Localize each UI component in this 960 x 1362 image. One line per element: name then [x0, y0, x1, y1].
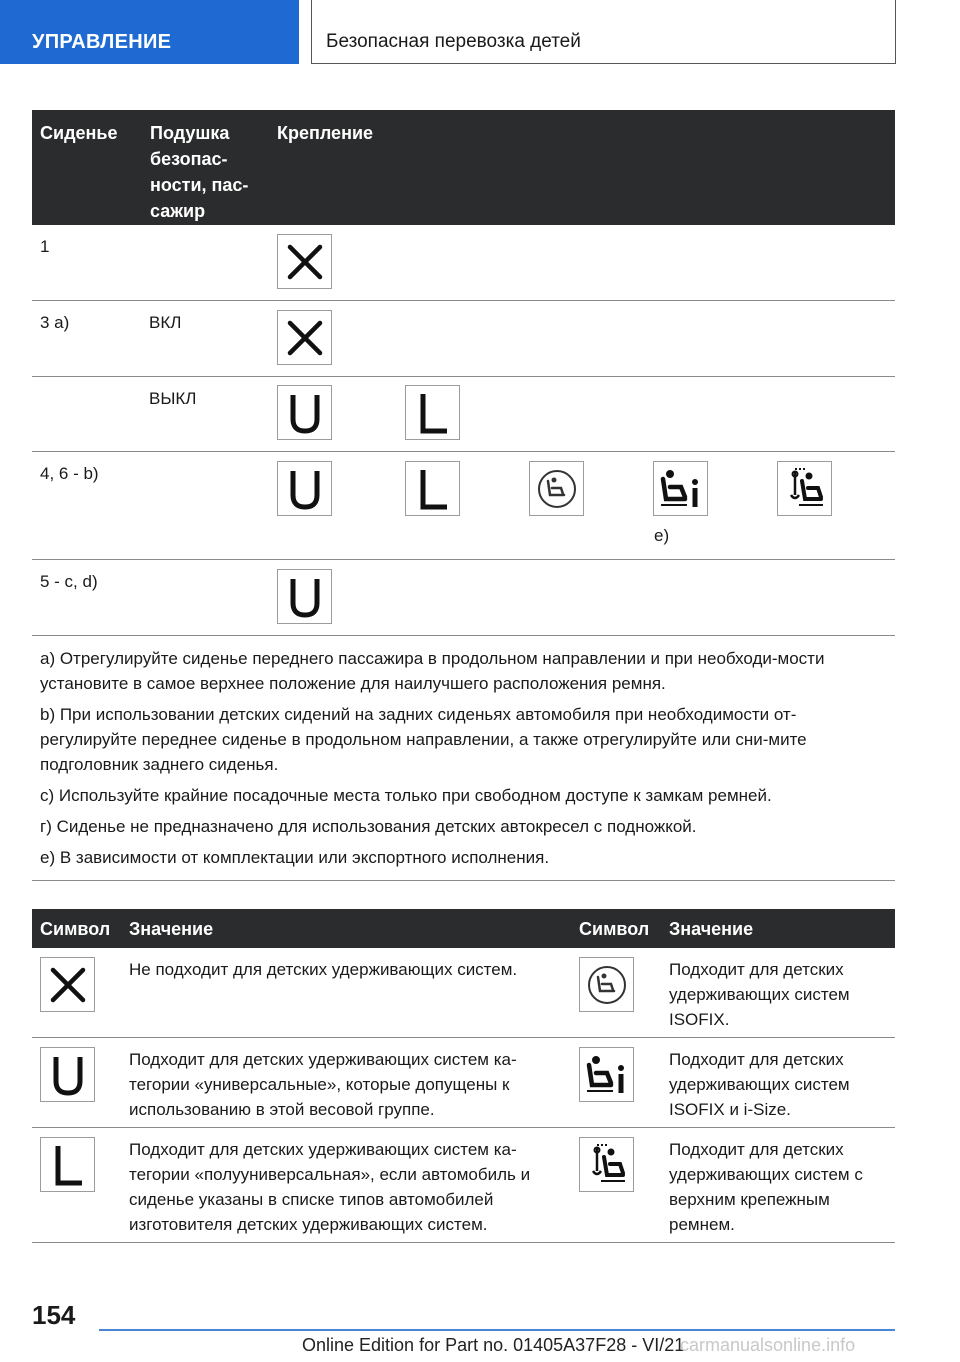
- semi-universal-l-icon: [40, 1137, 95, 1192]
- isofix-icon: [579, 957, 634, 1012]
- footnote-a: a) Отрегулируйте сиденье переднего пассажира в продольном направлении и при необходи-мости установите в самое верхнее положение для наилучшего расположения ремня.: [40, 649, 825, 693]
- table-row: Не подходит для детских удерживающих систем. Подходит для детских удерживающих систем ISOFIX.: [32, 948, 895, 1038]
- page-number: 154: [32, 1300, 76, 1330]
- col-seat: Сиденье: [40, 123, 118, 143]
- symbol-table: [32, 909, 895, 1243]
- edition-text: Online Edition for Part no. 01405A37F28 - VI/21: [302, 1335, 685, 1355]
- universal-u-icon: [40, 1047, 95, 1102]
- table-row: 5 - c, d): [32, 560, 895, 636]
- seat-table-header: [32, 110, 895, 225]
- footnote-e: e) В зависимости от комплектации или экспортного исполнения.: [40, 848, 550, 867]
- top-tether-icon: [777, 461, 832, 516]
- seat-table: [32, 110, 895, 881]
- isofix-icon: [529, 461, 584, 516]
- isofix-isize-icon: [653, 461, 708, 516]
- footnote-c: c) Используйте крайние посадочные места только при свободном доступе к замкам ремней.: [40, 786, 772, 805]
- table-row: 3 a) ВКЛ: [32, 301, 895, 377]
- section-tab: УПРАВЛЕНИЕ: [0, 0, 299, 64]
- cross-icon: [277, 310, 332, 365]
- footer-divider: [99, 1329, 895, 1331]
- table-row: ВЫКЛ: [32, 377, 895, 452]
- page-title: Безопасная перевозка детей: [311, 0, 896, 64]
- cross-icon: [40, 957, 95, 1012]
- col-airbag: Подушка безопас- ности, пас- сажир: [150, 123, 249, 221]
- symbol-table-header: Символ Значение Символ Значение: [32, 909, 895, 948]
- footnote-ref: e): [654, 526, 670, 545]
- footnote-b: b) При использовании детских сидений на задних сиденьях автомобиля при необходимости от-регулируйте переднее сиденье в продольном направлении, а также отрегулируйте или сни-мите подголовник заднего сиденья.: [40, 705, 807, 774]
- footnotes: [32, 636, 895, 881]
- universal-u-icon: [277, 461, 332, 516]
- footnote-g: г) Сиденье не предназначено для использования детских автокресел с подножкой.: [40, 817, 697, 836]
- watermark: carmanualsonline.info: [680, 1335, 856, 1355]
- semi-universal-l-icon: [405, 461, 460, 516]
- table-row: Подходит для детских удерживающих систем ка-тегории «полууниверсальная», если автомобиль и сиденье указаны в списке типов автомобилей изготовителя детских удерживающих систем. Подходит для детских удерживающих систем с верхним крепежным ремнем.: [32, 1128, 895, 1243]
- table-row: Подходит для детских удерживающих систем ка-тегории «универсальные», которые допущены к использованию в этой весовой группе. Подходит для детских удерживающих систем ISOFIX и i-Size.: [32, 1038, 895, 1128]
- semi-universal-l-icon: [405, 385, 460, 440]
- col-mount: Крепление: [277, 123, 374, 143]
- universal-u-icon: [277, 569, 332, 624]
- table-row: 4, 6 - b) e): [32, 452, 895, 560]
- isofix-isize-icon: [579, 1047, 634, 1102]
- universal-u-icon: [277, 385, 332, 440]
- top-tether-icon: [579, 1137, 634, 1192]
- cross-icon: [277, 234, 332, 289]
- table-row: 1: [32, 225, 895, 301]
